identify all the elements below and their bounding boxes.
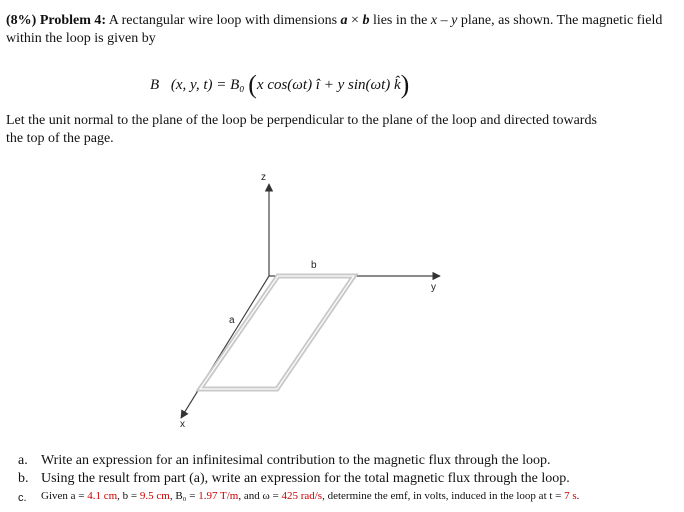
intro-text-2: lies in the [369, 13, 431, 28]
part-c-t3: , B₀ = [169, 490, 199, 502]
paren-close: ) [400, 70, 410, 99]
side-b-label: b [311, 260, 317, 271]
value-b0: 1.97 T/m [198, 490, 239, 502]
part-c-t5: , determine the emf, in volts, induced in the loop at t = [322, 490, 565, 502]
part-c-t4: , and ω = [238, 490, 282, 502]
dim-b: b [362, 13, 370, 28]
equation-lhs: B⃗(x, y, t) = B₀ [150, 77, 245, 93]
part-a-marker: a. [18, 453, 28, 468]
value-a: 4.1 cm [87, 490, 118, 502]
problem-weight: (8%) [6, 13, 37, 28]
part-b-text: Using the result from part (a), write an expression for the total magnetic flux through the loop. [41, 471, 570, 486]
wire-loop-inner [200, 276, 354, 389]
x-axis-label: x [180, 419, 185, 430]
x-axis [181, 276, 269, 418]
y-axis-label: y [431, 282, 436, 293]
part-b [18, 471, 682, 489]
part-c-t2: , b = [117, 490, 140, 502]
value-t: 7 s [564, 490, 577, 502]
part-b-marker: b. [18, 471, 29, 486]
times-sign: × [347, 13, 363, 28]
part-c-t1: Given a = [41, 490, 88, 502]
equation-rhs: x cos(ωt) î + y sin(ωt) k̂ [256, 77, 401, 93]
part-c-text [41, 490, 579, 502]
problem-title: Problem 4: [39, 13, 107, 28]
part-a-text: Write an expression for an infinitesimal contribution to the magnetic flux through the loop. [41, 453, 551, 468]
wire-loop [200, 276, 354, 389]
paren-open: ( [248, 70, 257, 99]
part-a [18, 453, 682, 471]
part-c-marker: c. [18, 492, 27, 504]
z-axis-label: z [261, 172, 266, 183]
part-c [18, 489, 682, 507]
intro-text-3: plane, as shown. The magnetic field within the loop is given by [6, 13, 663, 46]
value-b: 9.5 cm [139, 490, 170, 502]
value-omega: 425 rad/s [281, 490, 323, 502]
part-c-t6: . [576, 490, 580, 502]
parts-list [18, 453, 682, 507]
dim-a: a [340, 13, 348, 28]
intro-text-1: A rectangular wire loop with dimensions [108, 13, 341, 28]
plane-label: x – y [430, 13, 458, 28]
normal-direction-text: Let the unit normal to the plane of the loop be perpendicular to the plane of the loop and directed towards the top of the page. [6, 113, 597, 146]
side-a-label: a [229, 315, 235, 326]
